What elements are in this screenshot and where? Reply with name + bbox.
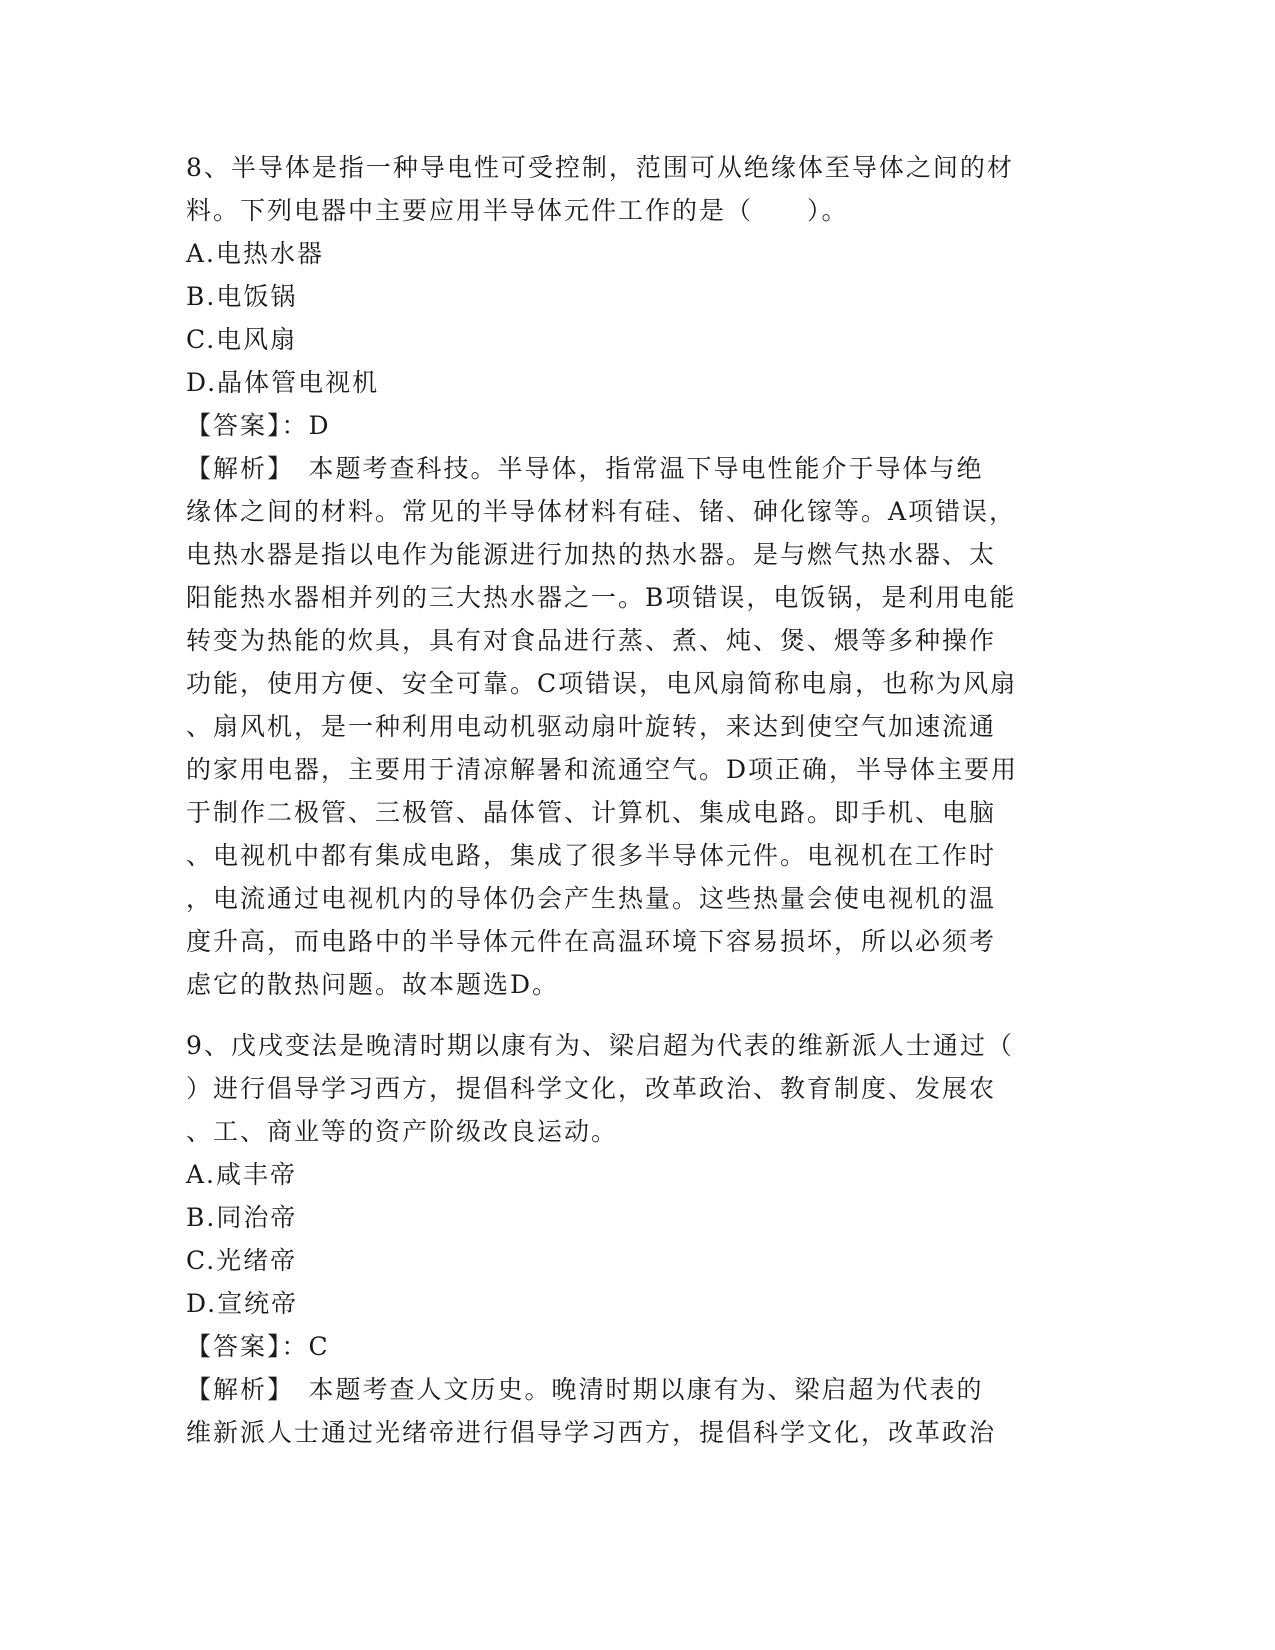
- question-spacer: [186, 1006, 1086, 1024]
- answer-value: C: [308, 1332, 330, 1361]
- analysis-text: 本题考查人文历史。晚清时期以康有为、梁启超为代表的: [281, 1375, 984, 1404]
- option-c: C.电风扇: [186, 325, 298, 354]
- analysis-line: ，电流通过电视机内的导体仍会产生热量。这些热量会使电视机的温: [186, 884, 997, 913]
- answer-line: [186, 1325, 1086, 1368]
- analysis-label: 【解析】: [186, 454, 282, 483]
- answer-label: 【答案】：: [186, 411, 309, 440]
- answer-line: [186, 404, 1086, 447]
- option-c: C.光绪帝: [186, 1246, 298, 1275]
- analysis-line: 阳能热水器相并列的三大热水器之一。B项错误，电饭锅，是利用电能: [186, 583, 1017, 612]
- answer-value: D: [308, 411, 331, 440]
- option-d: D.晶体管电视机: [186, 368, 380, 397]
- analysis-label: 【解析】: [186, 1375, 282, 1404]
- analysis-text: 本题考查科技。半导体，指常温下导电性能介于导体与绝: [281, 454, 984, 483]
- question-stem-line: 、工、商业等的资产阶级改良运动。: [186, 1117, 619, 1146]
- analysis-line: 、扇风机，是一种利用电动机驱动扇叶旋转，来达到使空气加速流通: [186, 712, 997, 741]
- analysis-line: 度升高，而电路中的半导体元件在高温环境下容易损坏，所以必须考: [186, 927, 997, 956]
- analysis-line: 的家用电器，主要用于清凉解暑和流通空气。D项正确，半导体主要用: [186, 755, 1019, 784]
- option-a: A.咸丰帝: [186, 1160, 298, 1189]
- analysis-line: 维新派人士通过光绪帝进行倡导学习西方，提倡科学文化，改革政治: [186, 1418, 997, 1447]
- page-content: [186, 146, 1086, 1454]
- option-a: A.电热水器: [186, 239, 325, 268]
- analysis-line: 功能，使用方便、安全可靠。C项错误，电风扇简称电扇，也称为风扇: [186, 669, 1018, 698]
- option-b: B.同治帝: [186, 1203, 298, 1232]
- analysis-line: 电热水器是指以电作为能源进行加热的热水器。是与燃气热水器、太: [186, 540, 997, 569]
- analysis-line: 虑它的散热问题。故本题选D。: [186, 970, 560, 999]
- analysis-line: 转变为热能的炊具，具有对食品进行蒸、煮、炖、煲、煨等多种操作: [186, 626, 997, 655]
- question-8: [186, 146, 1086, 1006]
- question-stem-line: 8、半导体是指一种导电性可受控制，范围可从绝缘体至导体之间的材: [186, 153, 1014, 182]
- question-9: [186, 1024, 1086, 1454]
- question-stem-line: 料。下列电器中主要应用半导体元件工作的是（ ）。: [186, 196, 849, 225]
- question-stem-line: 9、戊戌变法是晚清时期以康有为、梁启超为代表的维新派人士通过（: [186, 1031, 1014, 1060]
- option-d: D.宣统帝: [186, 1289, 299, 1318]
- analysis-line: [186, 1368, 1086, 1411]
- analysis-line: 于制作二极管、三极管、晶体管、计算机、集成电路。即手机、电脑: [186, 798, 997, 827]
- analysis-line: [186, 447, 1086, 490]
- analysis-line: 、电视机中都有集成电路，集成了很多半导体元件。电视机在工作时: [186, 841, 997, 870]
- analysis-line: 缘体之间的材料。常见的半导体材料有硅、锗、砷化镓等。A项错误，: [186, 497, 1017, 526]
- option-b: B.电饭锅: [186, 282, 298, 311]
- answer-label: 【答案】：: [186, 1332, 309, 1361]
- question-stem-line: ）进行倡导学习西方，提倡科学文化，改革政治、教育制度、发展农: [186, 1074, 997, 1103]
